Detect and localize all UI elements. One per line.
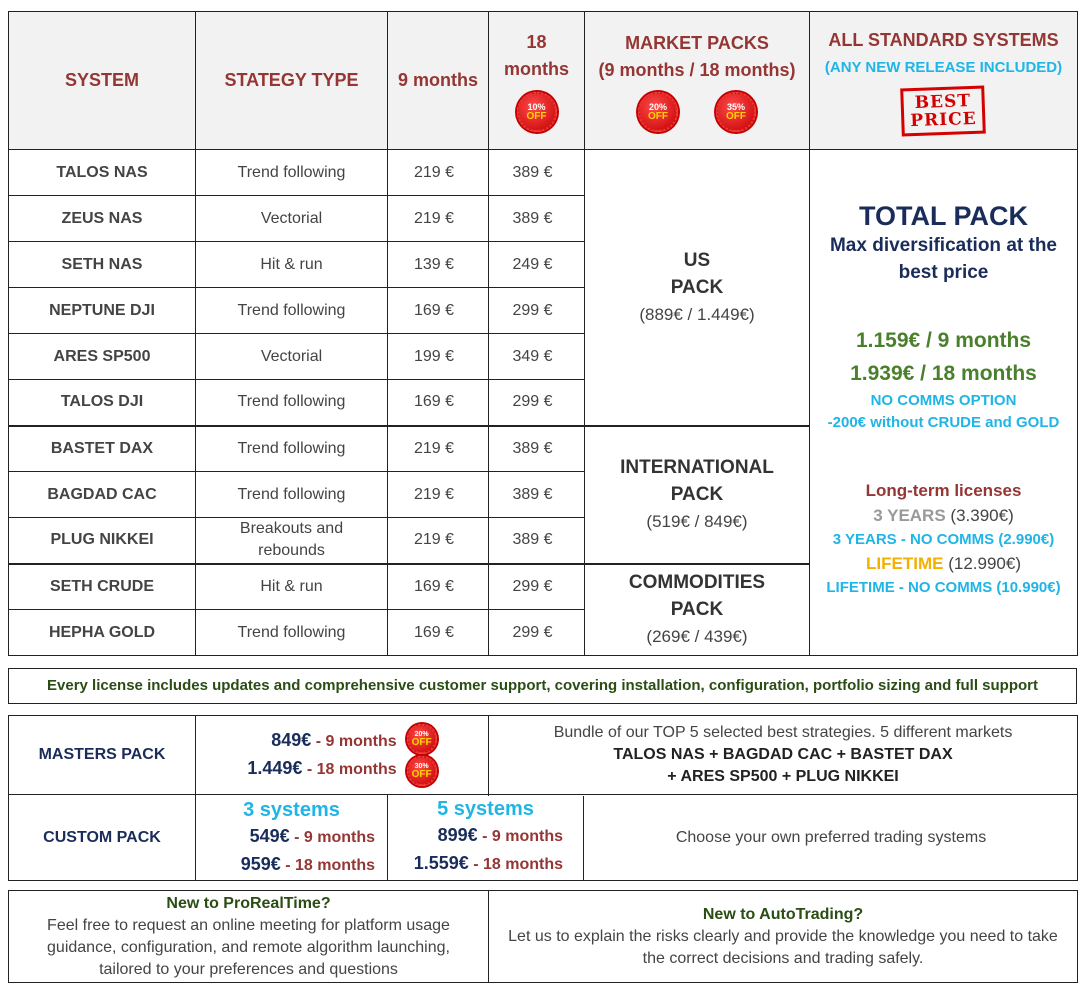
strategy-type: Trend following xyxy=(196,610,388,656)
discount-20-badge-icon: 20% OFF xyxy=(407,724,437,754)
masters-pack-description xyxy=(489,716,1078,795)
header-strategy-type: STATEGY TYPE xyxy=(196,12,388,150)
price-9-months: 219 € xyxy=(388,426,489,472)
header-system: SYSTEM xyxy=(9,12,196,150)
header-all-systems-title: ALL STANDARD SYSTEMS xyxy=(828,29,1059,50)
custom-3-systems xyxy=(196,795,388,881)
system-name: SETH CRUDE xyxy=(9,564,196,610)
system-name: PLUG NIKKEI xyxy=(9,518,196,564)
commodities-pack-line2: PACK xyxy=(670,599,724,621)
three-years-line: 3 YEARS (3.390€) xyxy=(873,506,1014,525)
us-pack-price: (889€ / 1.449€) xyxy=(639,304,755,324)
commodities-pack-line1: COMMODITIES xyxy=(628,572,766,594)
price-18-months: 389 € xyxy=(489,196,585,242)
masters-desc-systems-1: TALOS NAS + BAGDAD CAC + BASTET DAX xyxy=(613,746,953,763)
discount-10-badge-icon: 10% OFF xyxy=(517,92,557,132)
price-18-months: 389 € xyxy=(489,426,585,472)
price-9-months: 219 € xyxy=(388,150,489,196)
header-market-packs-line2: (9 months / 18 months) xyxy=(598,59,796,80)
pricing-table xyxy=(8,11,1078,656)
total-pack-price-9: 1.159€ / 9 months xyxy=(855,329,1032,352)
strategy-type: Breakouts and rebounds xyxy=(196,518,388,564)
price-18-months: 389 € xyxy=(489,472,585,518)
header-18-line2: months xyxy=(504,59,569,79)
strategy-type: Trend following xyxy=(196,472,388,518)
header-all-standard-systems xyxy=(810,12,1078,150)
price-18-months: 299 € xyxy=(489,288,585,334)
prorealtime-cell xyxy=(9,891,489,983)
international-pack-line2: PACK xyxy=(670,484,724,505)
price-18-months: 299 € xyxy=(489,564,585,610)
strategy-type: Trend following xyxy=(196,426,388,472)
international-pack-cell xyxy=(585,426,810,564)
total-pack-subtitle: Max diversification at the best price xyxy=(829,235,1057,283)
system-name: NEPTUNE DJI xyxy=(9,288,196,334)
header-18-line1: 18 xyxy=(526,32,547,52)
discount-20-badge-icon: 20% OFF xyxy=(638,92,678,132)
strategy-type: Vectorial xyxy=(196,196,388,242)
price-18-months: 349 € xyxy=(489,334,585,380)
system-name: TALOS NAS xyxy=(9,150,196,196)
onboarding-row xyxy=(9,891,1078,983)
lifetime-no-comms: LIFETIME - NO COMMS (10.990€) xyxy=(826,579,1061,596)
system-name: SETH NAS xyxy=(9,242,196,288)
custom-3-price-9: 549€ - 9 months xyxy=(249,825,375,846)
total-pack-without: -200€ without CRUDE and GOLD xyxy=(827,414,1060,431)
price-9-months: 169 € xyxy=(388,380,489,426)
price-18-months: 389 € xyxy=(489,150,585,196)
system-name: ARES SP500 xyxy=(9,334,196,380)
custom-5-price-18: 1.559€ - 18 months xyxy=(413,853,563,873)
header-market-packs-line1: MARKET PACKS xyxy=(625,32,769,53)
price-18-months: 299 € xyxy=(489,380,585,426)
masters-pack-prices xyxy=(196,716,489,795)
price-9-months: 219 € xyxy=(388,472,489,518)
price-9-months: 169 € xyxy=(388,564,489,610)
strategy-type: Trend following xyxy=(196,288,388,334)
commodities-pack-price: (269€ / 439€) xyxy=(646,627,748,647)
system-name: BAGDAD CAC xyxy=(9,472,196,518)
price-9-months: 139 € xyxy=(388,242,489,288)
onboarding-table xyxy=(8,890,1078,983)
prorealtime-title: New to ProRealTime? xyxy=(166,894,331,912)
masters-desc-systems-2: + ARES SP500 + PLUG NIKKEI xyxy=(667,768,899,785)
lifetime-line: LIFETIME (12.990€) xyxy=(866,554,1021,573)
table-row xyxy=(9,150,1078,196)
masters-pack-title: MASTERS PACK xyxy=(9,716,196,795)
price-18-months: 299 € xyxy=(489,610,585,656)
us-pack-line2: PACK xyxy=(670,276,724,298)
system-name: ZEUS NAS xyxy=(9,196,196,242)
international-pack-price: (519€ / 849€) xyxy=(646,512,748,531)
header-all-systems-sub: (ANY NEW RELEASE INCLUDED) xyxy=(824,58,1063,76)
masters-desc-line: Bundle of our TOP 5 selected best strategies. 5 different markets xyxy=(553,724,1013,741)
total-pack-title: TOTAL PACK xyxy=(858,201,1028,231)
strategy-type: Trend following xyxy=(196,150,388,196)
price-9-months: 169 € xyxy=(388,610,489,656)
custom-5-systems-overlay xyxy=(388,796,584,880)
us-pack-cell xyxy=(585,150,810,426)
autotrading-cell xyxy=(489,891,1078,983)
custom-desc: Choose your own preferred trading systems xyxy=(675,828,987,846)
custom-5-price-9: 899€ - 9 months xyxy=(437,825,563,845)
custom-3-price-18: 959€ - 18 months xyxy=(240,853,375,874)
strategy-type: Hit & run xyxy=(196,564,388,610)
custom-3-title: 3 systems xyxy=(243,798,340,821)
system-name: TALOS DJI xyxy=(9,380,196,426)
header-market-packs xyxy=(585,12,810,150)
best-price-stamp-icon: BEST PRICE xyxy=(901,85,987,136)
discount-30-badge-icon: 30% OFF xyxy=(407,756,437,786)
price-9-months: 199 € xyxy=(388,334,489,380)
three-years-no-comms: 3 YEARS - NO COMMS (2.990€) xyxy=(832,531,1055,548)
discount-35-badge-icon: 35% OFF xyxy=(716,92,756,132)
total-pack-no-comms: NO COMMS OPTION xyxy=(870,392,1017,409)
commodities-pack-cell xyxy=(585,564,810,656)
pricing-header-row xyxy=(9,12,1078,150)
price-9-months: 219 € xyxy=(388,518,489,564)
price-9-months: 169 € xyxy=(388,288,489,334)
total-pack-cell xyxy=(810,150,1078,656)
system-name: HEPHA GOLD xyxy=(9,610,196,656)
us-pack-line1: US xyxy=(683,249,711,271)
total-pack-price-18: 1.939€ / 18 months xyxy=(850,362,1037,385)
autotrading-text: Let us to explain the risks clearly and provide the knowledge you need to take the correct decisions and trading safely. xyxy=(508,927,1058,967)
system-name: BASTET DAX xyxy=(9,426,196,472)
price-9-months: 219 € xyxy=(388,196,489,242)
custom-pack-title: CUSTOM PACK xyxy=(9,795,196,881)
international-pack-line1: INTERNATIONAL xyxy=(620,457,774,478)
masters-price-9-line: 849€ - 9 months xyxy=(271,730,397,750)
strategy-type: Trend following xyxy=(196,380,388,426)
masters-pack-row xyxy=(9,716,1078,795)
price-18-months: 249 € xyxy=(489,242,585,288)
price-18-months: 389 € xyxy=(489,518,585,564)
header-9-months: 9 months xyxy=(388,12,489,150)
long-term-title: Long-term licenses xyxy=(865,481,1022,500)
autotrading-title: New to AutoTrading? xyxy=(702,905,864,923)
header-18-months xyxy=(489,12,585,150)
prorealtime-text: Feel free to request an online meeting for platform usage guidance, configuration, and remote algorithm launching, tailored to your preferences and questions xyxy=(47,916,450,978)
support-banner: Every license includes updates and comprehensive customer support, covering installation, configuration, portfolio sizing and full support xyxy=(8,668,1077,704)
custom-5-title: 5 systems xyxy=(437,798,534,820)
strategy-type: Vectorial xyxy=(196,334,388,380)
masters-price-18-line: 1.449€ - 18 months xyxy=(247,758,397,778)
strategy-type: Hit & run xyxy=(196,242,388,288)
